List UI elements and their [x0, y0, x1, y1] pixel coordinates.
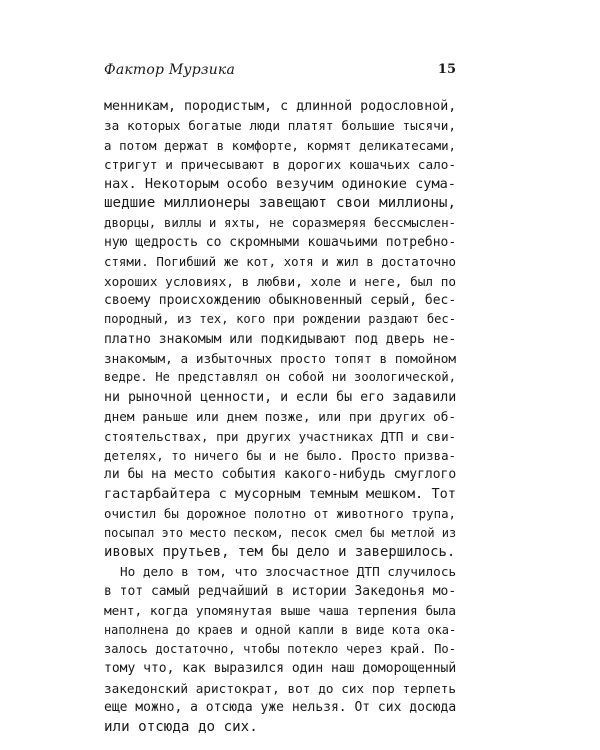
text-line: платно знакомым или подкидывают под дверь не- [104, 331, 457, 347]
text-line: менникам, породистым, с длинной родословной, [104, 99, 457, 114]
text-line: залось достаточно, чтобы потекло через край. По- [104, 641, 456, 656]
text-line: очистил бы дорожное полотно от животного трупа, [104, 506, 456, 522]
text-line: гастарбайтера с мусорным темным мешком. Тот [104, 485, 456, 502]
text-line: ведре. Не представлял он собой ни зоологической, [104, 370, 456, 385]
text-line: ивовых прутьев, тем бы дело и завершилось. [104, 543, 456, 560]
running-title: Фактор Мурзика [104, 62, 236, 78]
text-line: а потом держат в комфорте, кормят деликатесами, [104, 137, 456, 153]
running-head [104, 62, 456, 84]
paragraph-1 [104, 97, 456, 562]
text-line: ную щедрость со скромными кошачьими потребно- [104, 234, 457, 250]
text-line: стями. Погибший же кот, хотя и жил в достаточно [104, 254, 456, 270]
text-line: стоятельствах, при других участниках ДТП и сви- [104, 428, 456, 444]
text-line: своему происхождению обыкновенный серый, бес- [104, 292, 457, 308]
text-line: закедонский аристократ, вот до сих пор терпеть [104, 680, 456, 696]
text-line: еще можно, а отсюда уже нельзя. От сих досюда [104, 700, 457, 716]
text-line: нах. Некоторым особо везучим одинокие сума- [104, 175, 456, 192]
paragraph-2 [104, 562, 456, 737]
text-line: хороших условиях, в любви, холе и неге, был по [104, 273, 456, 289]
page-number: 15 [437, 62, 456, 77]
text-line: в тот самый редчайший в истории Закедонья мо- [104, 583, 457, 599]
text-line: ли бы на место события какого-нибудь смуглого [104, 467, 457, 483]
text-line: наполнена до краев и одной капли в виде кота ока- [104, 622, 457, 637]
text-line: мент, когда упомянутая выше чаша терпения была [104, 603, 456, 619]
text-line: шедшие миллионеры завещают свои миллионы, [104, 194, 456, 211]
text-line: за которых богатые люди платят большие тысячи, [104, 118, 456, 134]
text-line: породный, из тех, кого при рождении раздают бес- [104, 312, 456, 327]
text-line: стригут и причесывают в дорогих кошачьих сало- [104, 157, 456, 173]
text-line: ни рыночной ценности, и если бы его задавили [104, 389, 457, 405]
text-line: тому что, как выразился один наш доморощенный [104, 661, 457, 677]
text-line: знакомым, а избыточных просто топят в помойном [104, 351, 456, 367]
text-line: днем раньше или днем позже, или при других об- [104, 409, 456, 425]
text-line: или отсюда до сих. [104, 718, 258, 735]
body-text [104, 97, 456, 737]
text-line: посыпал это место песком, песок смел бы метлой из [104, 525, 457, 540]
text-line: дворцы, виллы и яхты, не соразмеряя бессмыслен- [104, 215, 456, 231]
text-line: Но дело в том, что злосчастное ДТП случилось [120, 564, 457, 580]
text-line: детелях, то ничего бы и не было. Просто призва- [104, 448, 456, 464]
